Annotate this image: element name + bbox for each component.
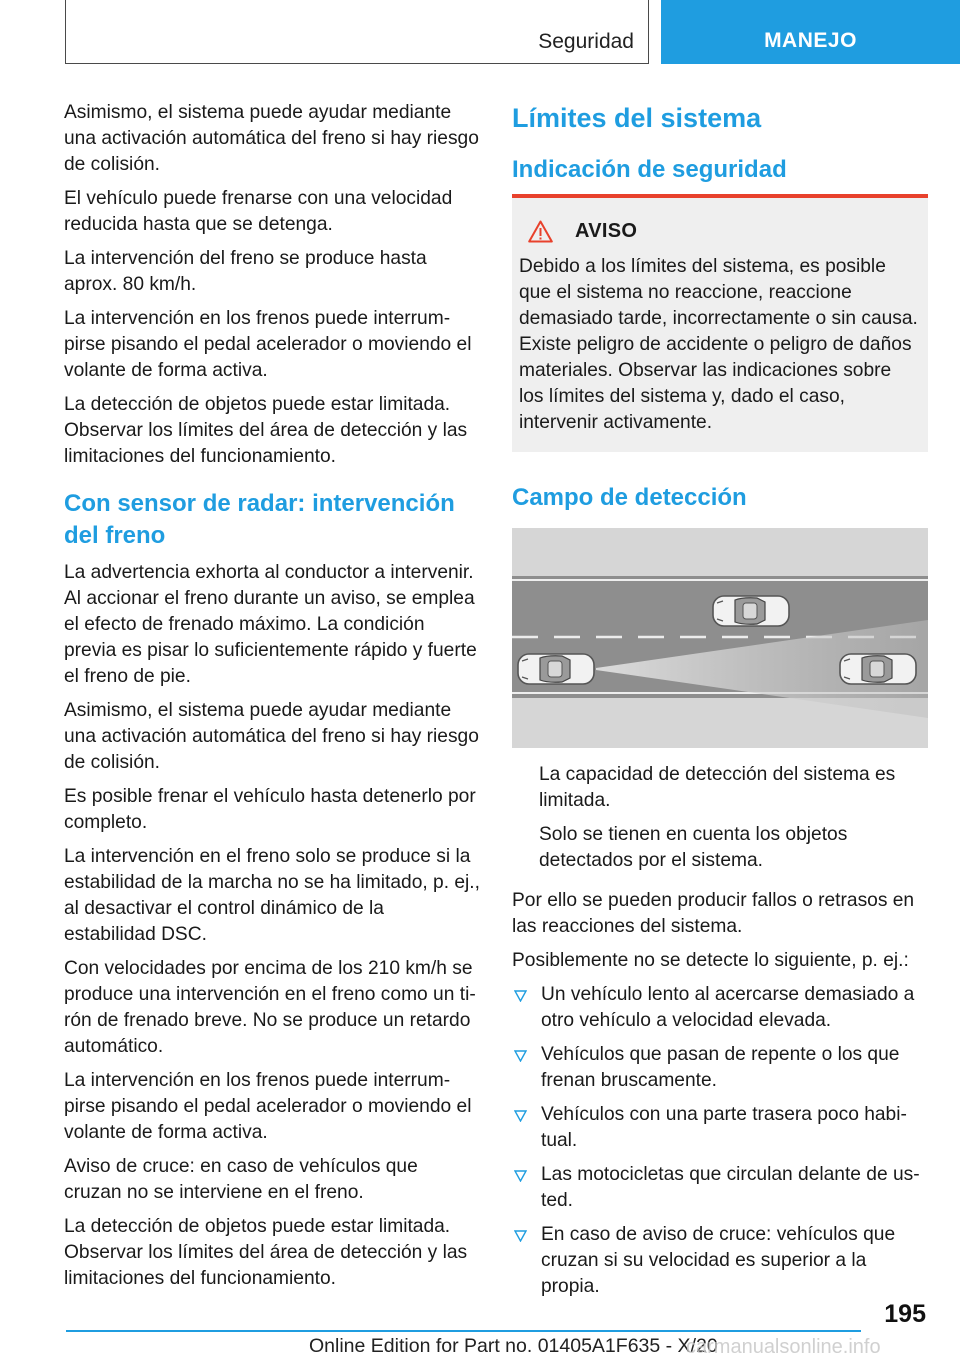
- triangle-bullet-icon: [514, 1170, 527, 1182]
- caption-paragraph: La capacidad de detección del sistema es limitada.: [539, 764, 896, 811]
- list-item-text: Vehículos con una parte trasera poco habitual.: [541, 1104, 907, 1151]
- warning-box: [512, 194, 928, 452]
- warning-text: Debido a los límites del sistema, es posible que el sistema no reaccione, reaccione demasiado tarde, incorrectamente o sin causa. Existe peligro de accidente o peligro de daños materiales. Observar las indicaciones sobre los límites del sistema y, dado el caso, intervenir activamente.: [519, 256, 918, 433]
- left-column: [64, 100, 480, 1300]
- header-chapter-label: MANEJO: [764, 29, 857, 52]
- list-item: [512, 1102, 928, 1154]
- paragraph: La intervención en los frenos puede interrumpirse pisando el pedal acelerador o moviendo el volante de forma activa.: [64, 308, 472, 381]
- section-heading-radar: Con sensor de radar: intervención del freno: [64, 490, 455, 549]
- list-item: [512, 982, 928, 1034]
- paragraph: La detección de objetos puede estar limitada. Observar los límites del área de detección y las limitaciones del funcionamiento.: [64, 1216, 468, 1289]
- paragraph: El vehículo puede frenarse con una velocidad reducida hasta que se detenga.: [64, 188, 453, 235]
- vehicle-adjacent-lane: [713, 596, 789, 626]
- watermark: carmanualsonline.info: [686, 1336, 881, 1358]
- list-item-text: En caso de aviso de cruce: vehículos que cruzan si su velocidad es superior a la propia.: [541, 1224, 896, 1297]
- header-section-box: [65, 0, 649, 64]
- triangle-bullet-icon: [514, 990, 527, 1002]
- footer-rule: [66, 1330, 861, 1332]
- list-item-text: Un vehículo lento al acercarse demasiado a otro vehículo a velocidad elevada.: [541, 984, 915, 1031]
- paragraph: Posiblemente no se detecte lo siguiente, p. ej.:: [512, 950, 909, 971]
- paragraph: La detección de objetos puede estar limitada. Observar los límites del área de detección y las limitaciones del funcionamiento.: [64, 394, 468, 467]
- section-title-system-limits: Límites del sistema: [512, 103, 762, 133]
- warning-triangle-icon: [528, 220, 553, 243]
- paragraph: Asimismo, el sistema puede ayudar mediante una activación automática del freno si hay riesgo de colisión.: [64, 102, 479, 175]
- caption-block: [512, 762, 928, 874]
- own-vehicle: [518, 654, 594, 684]
- triangle-bullet-icon: [514, 1110, 527, 1122]
- list-item: [512, 1222, 928, 1300]
- triangle-bullet-icon: [514, 1230, 527, 1242]
- paragraph: La advertencia exhorta al conductor a intervenir. Al accionar el freno durante un aviso, se emplea el efecto de frenado máximo. La condición previa es pisar lo suficientemente rápido y fuerte el freno de pie.: [64, 562, 477, 687]
- limitations-list: [512, 982, 928, 1300]
- paragraph: Por ello se pueden producir fallos o retrasos en las reacciones del sistema.: [512, 890, 915, 937]
- header-section-title: Seguridad: [538, 30, 634, 53]
- warning-header: [528, 218, 920, 244]
- list-item-text: Vehículos que pasan de repente o los que frenan bruscamente.: [541, 1044, 900, 1091]
- triangle-bullet-icon: [514, 1050, 527, 1062]
- paragraph: Es posible frenar el vehículo hasta detenerlo por completo.: [64, 786, 476, 833]
- list-item-text: Las motocicletas que circulan delante de usted.: [541, 1164, 920, 1211]
- paragraph: Con velocidades por encima de los 210 km/h se produce una intervención en el freno como un tirón de frenado breve. No se produce un retardo automático.: [64, 958, 476, 1057]
- paragraph: La intervención del freno se produce hasta aprox. 80 km/h.: [64, 248, 427, 295]
- caption-paragraph: Solo se tienen en cuenta los objetos detectados por el sistema.: [539, 824, 848, 871]
- paragraph: La intervención en los frenos puede interrumpirse pisando el pedal acelerador o moviendo el volante de forma activa.: [64, 1070, 472, 1143]
- list-item: [512, 1042, 928, 1094]
- detection-field-illustration: [512, 528, 928, 748]
- detection-field-svg: [512, 528, 928, 748]
- footer-edition: Online Edition for Part no. 01405A1F635 - X/20: [309, 1335, 718, 1357]
- paragraph: La intervención en el freno solo se produce si la estabilidad de la marcha no se ha limitado, p. ej., al desactivar el control dinámico de la estabilidad DSC.: [64, 846, 480, 945]
- header-chapter-tab[interactable]: [661, 0, 960, 64]
- paragraph: Aviso de cruce: en caso de vehículos que cruzan no se interviene en el freno.: [64, 1156, 418, 1203]
- list-item: [512, 1162, 928, 1214]
- section-heading-detection: Campo de detección: [512, 484, 747, 511]
- right-column: [512, 100, 928, 1308]
- vehicle-ahead: [840, 654, 916, 684]
- paragraph: Asimismo, el sistema puede ayudar mediante una activación automática del freno si hay riesgo de colisión.: [64, 700, 479, 773]
- page-number: 195: [884, 1300, 926, 1328]
- section-heading-safety: Indicación de seguridad: [512, 156, 787, 183]
- warning-title: AVISO: [575, 220, 638, 242]
